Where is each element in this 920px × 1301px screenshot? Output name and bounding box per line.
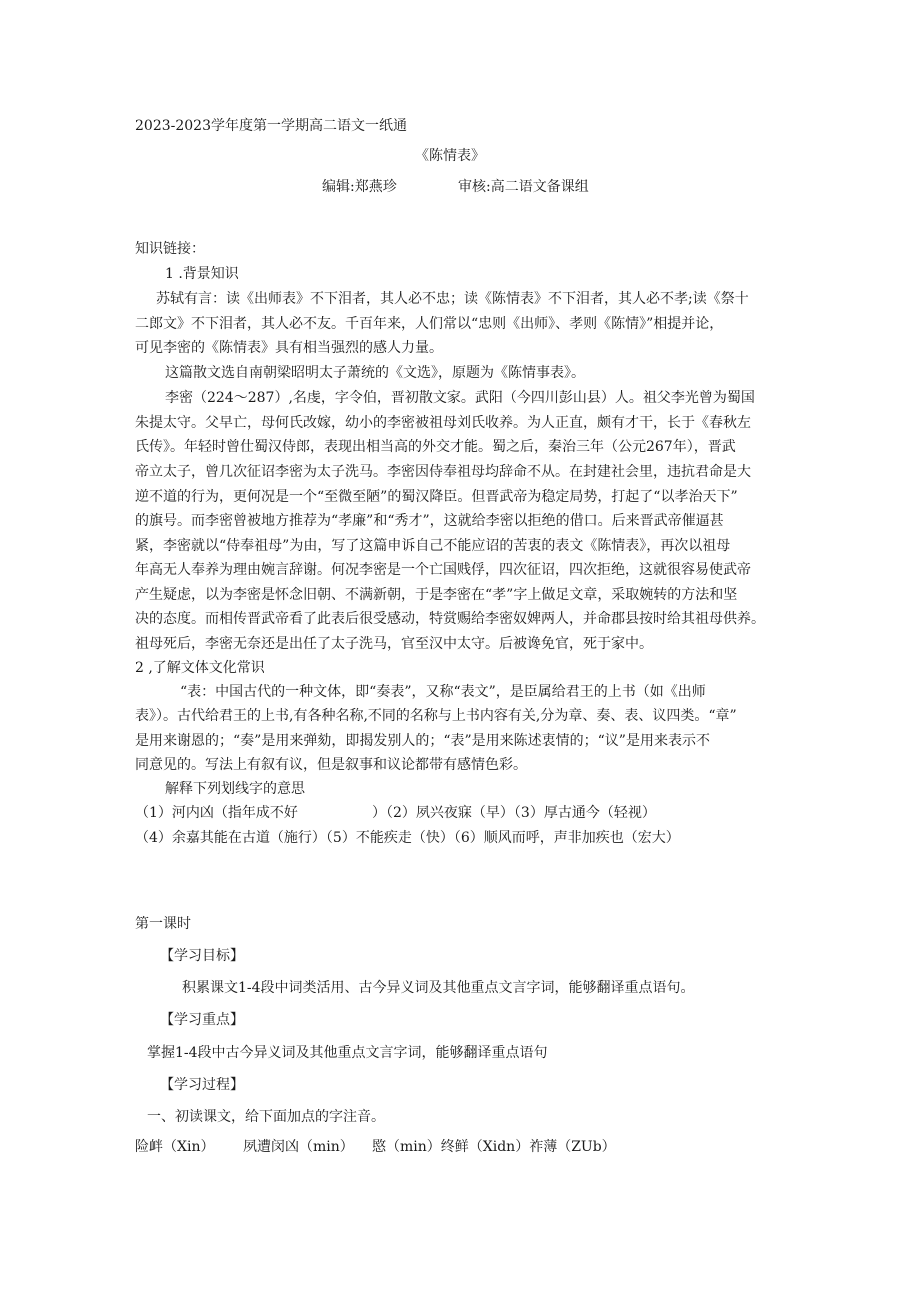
goal-heading: 【学习目标】 <box>160 948 244 964</box>
genre-line: 是用来谢恩的；“奏”是用来弹劾，即揭发别人的；“表”是用来陈述衷情的；“议”是用来表示不 <box>135 733 710 749</box>
bg-line: 紧，李密就以“侍奉祖母”为由，写了这篇申诉自己不能应诏的苦衷的表文《陈情表》，再次以祖母 <box>135 538 731 554</box>
exercise-row: （1）河内凶（指年成不好 <box>135 805 298 821</box>
pinyin-item: 险衅（Xin） <box>135 1139 215 1155</box>
editor: 编辑:郑燕珍 <box>322 179 397 195</box>
pinyin-item: 夙遭闵凶（min） <box>243 1139 354 1155</box>
focus-text: 掌握1-4段中古今异义词及其他重点文言字词，能够翻译重点语句 <box>147 1045 548 1061</box>
lesson-heading: 第一课时 <box>135 916 191 932</box>
exercise-heading: 解释下列划线字的意思 <box>165 781 305 797</box>
bg-line: 二郎文》不下泪者，其人必不友。千百年来，人们常以“忠则《出师》、孝则《陈情》”相提并论， <box>135 316 724 332</box>
bg-line: 的旗号。而李密曾被地方推荐为“孝廉”和“秀才”，这就给李密以拒绝的借口。后来晋武帝催逼甚 <box>135 513 724 529</box>
genre-line: 同意见的。写法上有叙有议，但是叙事和议论都带有感情色彩。 <box>135 757 527 773</box>
bg-line: 氏传》。年轻时曾仕蜀汉侍郎，表现出相当高的外交才能。蜀之后，秦治三年（公元267年），晋武 <box>135 439 736 455</box>
bg-line: 年高无人奉养为理由婉言辞谢。何况李密是一个亡国贱俘，四次征诏，四次拒绝，这就很容易使武帝 <box>135 562 751 578</box>
pinyin-item: 愍（min）终鲜（Xidn）祚薄（ZUb） <box>372 1139 616 1155</box>
bg-line: 帝立太子，曾几次征诏李密为太子洗马。李密因侍奉祖母均辞命不从。在封建社会里，违抗君命是大 <box>135 464 751 480</box>
focus-heading: 【学习重点】 <box>160 1012 244 1028</box>
bg-line: 苏轼有言：读《出师表》不下泪者，其人必不忠；读《陈情表》不下泪者，其人必不孝;读《祭十 <box>156 291 749 307</box>
section1-heading: 1 .背景知识 <box>165 266 239 282</box>
bg-line: 祖母死后，李密无奈还是出任了太子洗马，官至汉中太守。后被谗免官，死于家中。 <box>135 636 653 652</box>
knowledge-heading: 知识链接： <box>135 241 205 257</box>
bg-line: 可见李密的《陈情表》具有相当强烈的感人力量。 <box>135 340 443 356</box>
genre-line: 表》）。古代给君王的上书,有各种名称,不同的名称与上书内容有关,分为章、奏、表、议四类。“章” <box>135 708 737 724</box>
bg-line: 逆不道的行为，更何况是一个“至微至陋”的蜀汉降臣。但晋武帝为稳定局势，打起了“以孝治天下” <box>135 489 738 505</box>
genre-line: “表：中国古代的一种文体，即“奏表”，又称“表文”，是臣属给君王的上书（如《出师 <box>180 684 706 700</box>
bg-line: 这篇散文选自南朝梁昭明太子萧统的《文选》，原题为《陈情事表》。 <box>165 365 585 381</box>
doc-title: 2023-2023学年度第一学期高二语文一纸通 <box>135 118 407 134</box>
section2-heading: 2 ,了解文体文化常识 <box>135 660 265 676</box>
bg-line: 朱提太守。父早亡，母何氏改嫁，幼小的李密被祖母刘氏收养。为人正直，颇有才干，长于《春秋左 <box>135 415 751 431</box>
exercise-row: （4）余嘉其能在古道（施行）（5）不能疾走（快）（6）顺风而呼，声非加疾也（宏大） <box>135 830 680 846</box>
bg-line: 李密（224～287）,名虔，字令伯，晋初散文家。武阳（今四川彭山县）人。祖父李光曾为蜀国 <box>165 390 755 406</box>
lesson-title: 《陈情表》 <box>415 148 485 164</box>
bg-line: 产生疑虑，以为李密是怀念旧朝、不满新朝，于是李密在“孝”字上做足文章，采取婉转的方法和坚 <box>135 587 738 603</box>
exercise-row: ）（2）夙兴夜寐（早）（3）厚古通今（轻视） <box>372 805 656 821</box>
process-heading: 【学习过程】 <box>160 1077 244 1093</box>
reviewer: 审核:高二语文备课组 <box>458 179 589 195</box>
goal-text: 积累课文1-4段中词类活用、古今异义词及其他重点文言字词，能够翻译重点语句。 <box>182 980 695 996</box>
step-heading: 一、初读课文，给下面加点的字注音。 <box>147 1109 385 1125</box>
bg-line: 决的态度。而相传晋武帝看了此表后很受感动，特赏赐给李密奴婢两人，并命郡县按时给其祖母供养。 <box>135 611 765 627</box>
